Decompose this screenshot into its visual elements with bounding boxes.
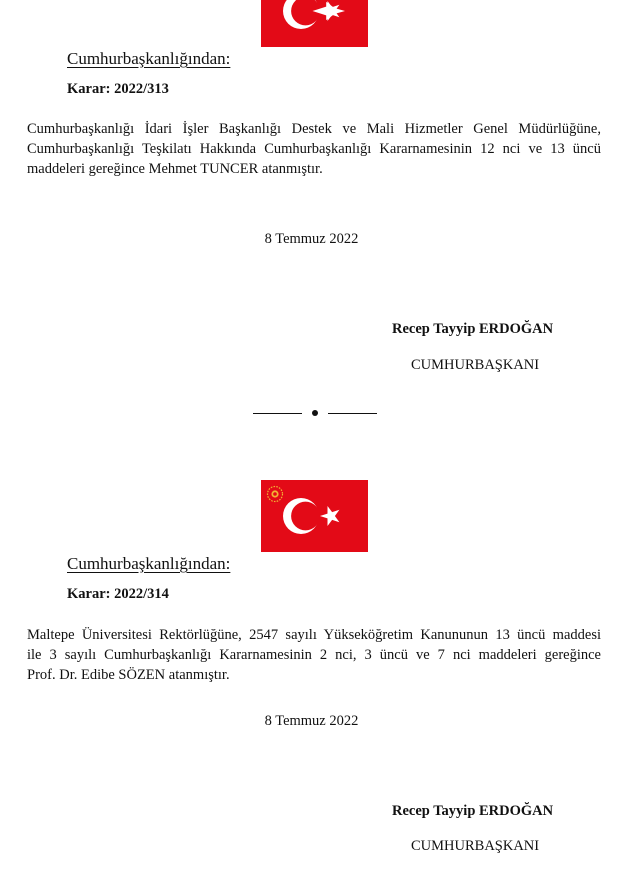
decree-body [27,119,601,179]
signer-name: Recep Tayyip ERDOĞAN [392,321,554,337]
decree-body-line: Maltepe Üniversitesi Rektörlüğüne, 2547 sayılı Yükseköğretim Kanununun 13 üncü maddesi [27,627,601,643]
issuer-heading: Cumhurbaşkanlığından: [67,49,231,68]
signer-name: Recep Tayyip ERDOĞAN [392,803,554,819]
decree-body-line: ile 3 sayılı Cumhurbaşkanlığı Kararnamesinin 2 nci, 3 üncü ve 7 nci maddeleri gereğince [27,647,601,663]
issuer-heading: Cumhurbaşkanlığından: [67,554,231,573]
decree-body [27,625,601,685]
presidential-flag-icon [261,480,368,552]
decree-body-line: Cumhurbaşkanlığı Teşkilatı Hakkında Cumhurbaşkanlığı Kararnamesinin 12 nci ve 13 üncü [27,141,601,157]
decision-number [67,81,169,98]
decree-body-line: Cumhurbaşkanlığı İdari İşler Başkanlığı Destek ve Mali Hizmetler Genel Müdürlüğüne, [27,121,601,137]
decision-value: 2022/314 [114,586,169,602]
section-separator [253,406,377,420]
decision-value: 2022/313 [114,81,169,97]
separator-line-left [253,413,302,414]
decree-date: 8 Temmuz 2022 [264,713,359,729]
separator-dot [312,410,318,416]
turkish-flag-icon [261,0,368,47]
decision-number [67,586,169,603]
decree-body-line: Prof. Dr. Edibe SÖZEN atanmıştır. [27,667,230,683]
decree-body-line: maddeleri gereğince Mehmet TUNCER atanmıştır. [27,161,323,177]
decision-label: Karar: [67,81,111,97]
decision-label: Karar: [67,586,111,602]
separator-line-right [328,413,377,414]
signer-title: CUMHURBAŞKANI [411,838,540,854]
decree-date: 8 Temmuz 2022 [264,231,359,247]
signer-title: CUMHURBAŞKANI [411,357,540,373]
